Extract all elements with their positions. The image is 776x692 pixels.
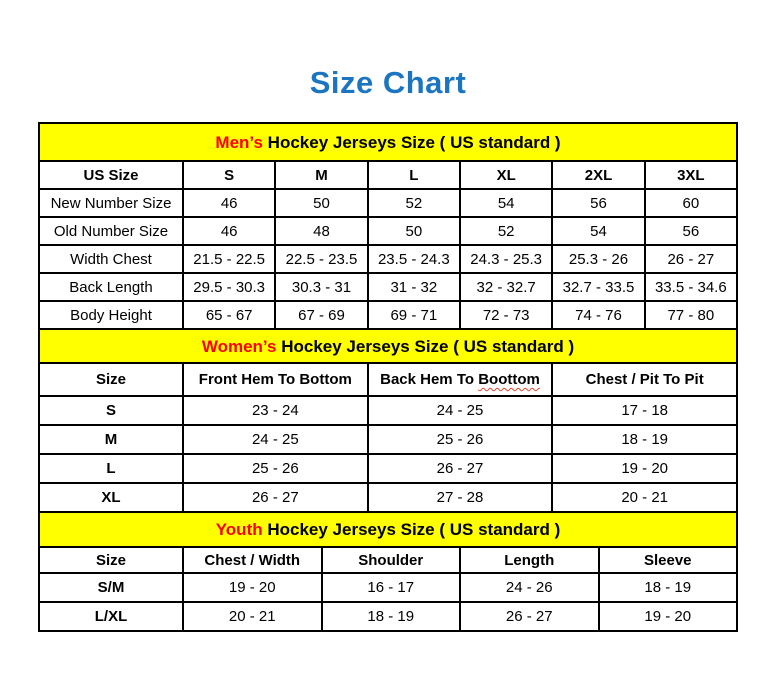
row-label: XL <box>40 484 182 511</box>
row-label: Body Height <box>40 302 182 328</box>
cell-value: 18 - 19 <box>553 426 736 453</box>
row-label: S/M <box>40 574 182 601</box>
banner-text <box>215 134 560 151</box>
row-label: New Number Size <box>40 190 182 216</box>
banner-text <box>216 521 561 538</box>
cell-value: 21.5 - 22.5 <box>184 246 274 272</box>
cell-value: 52 <box>369 190 459 216</box>
row-label: S <box>40 397 182 424</box>
column-header: US Size <box>40 162 182 188</box>
cell-value: 18 - 19 <box>600 574 737 601</box>
row-label: L/XL <box>40 603 182 630</box>
cell-value: 69 - 71 <box>369 302 459 328</box>
cell-value: 16 - 17 <box>323 574 460 601</box>
column-header: Size <box>40 364 182 395</box>
cell-value: 23 - 24 <box>184 397 367 424</box>
cell-value: 19 - 20 <box>553 455 736 482</box>
row-label: L <box>40 455 182 482</box>
column-header: M <box>276 162 366 188</box>
cell-value: 24.3 - 25.3 <box>461 246 551 272</box>
cell-value: 32 - 32.7 <box>461 274 551 300</box>
column-header: XL <box>461 162 551 188</box>
cell-value: 67 - 69 <box>276 302 366 328</box>
cell-value: 24 - 25 <box>184 426 367 453</box>
cell-value: 46 <box>184 218 274 244</box>
cell-value: 24 - 25 <box>369 397 552 424</box>
cell-value: 20 - 21 <box>553 484 736 511</box>
cell-value: 32.7 - 33.5 <box>553 274 643 300</box>
cell-value: 56 <box>646 218 736 244</box>
column-header: L <box>369 162 459 188</box>
row-label: M <box>40 426 182 453</box>
column-header: Chest / Pit To Pit <box>553 364 736 395</box>
cell-value: 29.5 - 30.3 <box>184 274 274 300</box>
mens-banner-accent: Men’s <box>215 132 263 152</box>
mens-banner-rest: Hockey Jerseys Size ( US standard ) <box>262 132 561 152</box>
cell-value: 65 - 67 <box>184 302 274 328</box>
cell-value: 25 - 26 <box>369 426 552 453</box>
page-title: Size Chart <box>309 65 467 100</box>
womens-banner-accent: Women’s <box>201 336 277 356</box>
cell-value: 31 - 32 <box>369 274 459 300</box>
cell-value: 26 - 27 <box>461 603 598 630</box>
womens-section-banner <box>40 330 736 362</box>
cell-value: 18 - 19 <box>323 603 460 630</box>
youth-banner-accent: Youth <box>215 520 263 539</box>
cell-value: 26 - 27 <box>369 455 552 482</box>
column-header: 2XL <box>553 162 643 188</box>
column-header: Chest / Width <box>184 548 321 572</box>
column-header-misspelled <box>369 364 552 395</box>
mens-size-table <box>40 124 736 328</box>
banner-text <box>202 338 574 355</box>
cell-value: 25 - 26 <box>184 455 367 482</box>
cell-value: 26 - 27 <box>646 246 736 272</box>
cell-value: 19 - 20 <box>600 603 737 630</box>
cell-value: 33.5 - 34.6 <box>646 274 736 300</box>
column-header: Front Hem To Bottom <box>184 364 367 395</box>
youth-banner-rest: Hockey Jerseys Size ( US standard ) <box>262 520 561 539</box>
column-header: Size <box>40 548 182 572</box>
womens-size-table <box>40 330 736 511</box>
cell-value: 52 <box>461 218 551 244</box>
cell-value: 46 <box>184 190 274 216</box>
cell-value: 50 <box>369 218 459 244</box>
column-header: S <box>184 162 274 188</box>
cell-value: 23.5 - 24.3 <box>369 246 459 272</box>
row-label: Back Length <box>40 274 182 300</box>
cell-value: 56 <box>553 190 643 216</box>
youth-section-banner <box>40 513 736 546</box>
cell-value: 25.3 - 26 <box>553 246 643 272</box>
row-label: Width Chest <box>40 246 182 272</box>
cell-value: 27 - 28 <box>369 484 552 511</box>
cell-value: 22.5 - 23.5 <box>276 246 366 272</box>
cell-value: 26 - 27 <box>184 484 367 511</box>
cell-value: 24 - 26 <box>461 574 598 601</box>
cell-value: 30.3 - 31 <box>276 274 366 300</box>
cell-value: 50 <box>276 190 366 216</box>
youth-size-table <box>40 513 736 630</box>
cell-value: 20 - 21 <box>184 603 321 630</box>
mens-section-banner <box>40 124 736 160</box>
cell-value: 17 - 18 <box>553 397 736 424</box>
womens-banner-rest: Hockey Jerseys Size ( US standard ) <box>276 336 575 356</box>
cell-value: 19 - 20 <box>184 574 321 601</box>
column-header: Length <box>461 548 598 572</box>
header-text: Back Hem To <box>380 371 475 388</box>
spellcheck-squiggle-word: Boottom <box>478 371 540 388</box>
cell-value: 48 <box>276 218 366 244</box>
cell-value: 54 <box>461 190 551 216</box>
cell-value: 77 - 80 <box>646 302 736 328</box>
cell-value: 60 <box>646 190 736 216</box>
column-header: 3XL <box>646 162 736 188</box>
cell-value: 54 <box>553 218 643 244</box>
cell-value: 74 - 76 <box>553 302 643 328</box>
row-label: Old Number Size <box>40 218 182 244</box>
column-header: Shoulder <box>323 548 460 572</box>
column-header: Sleeve <box>600 548 737 572</box>
cell-value: 72 - 73 <box>461 302 551 328</box>
size-chart-tables <box>38 122 738 632</box>
